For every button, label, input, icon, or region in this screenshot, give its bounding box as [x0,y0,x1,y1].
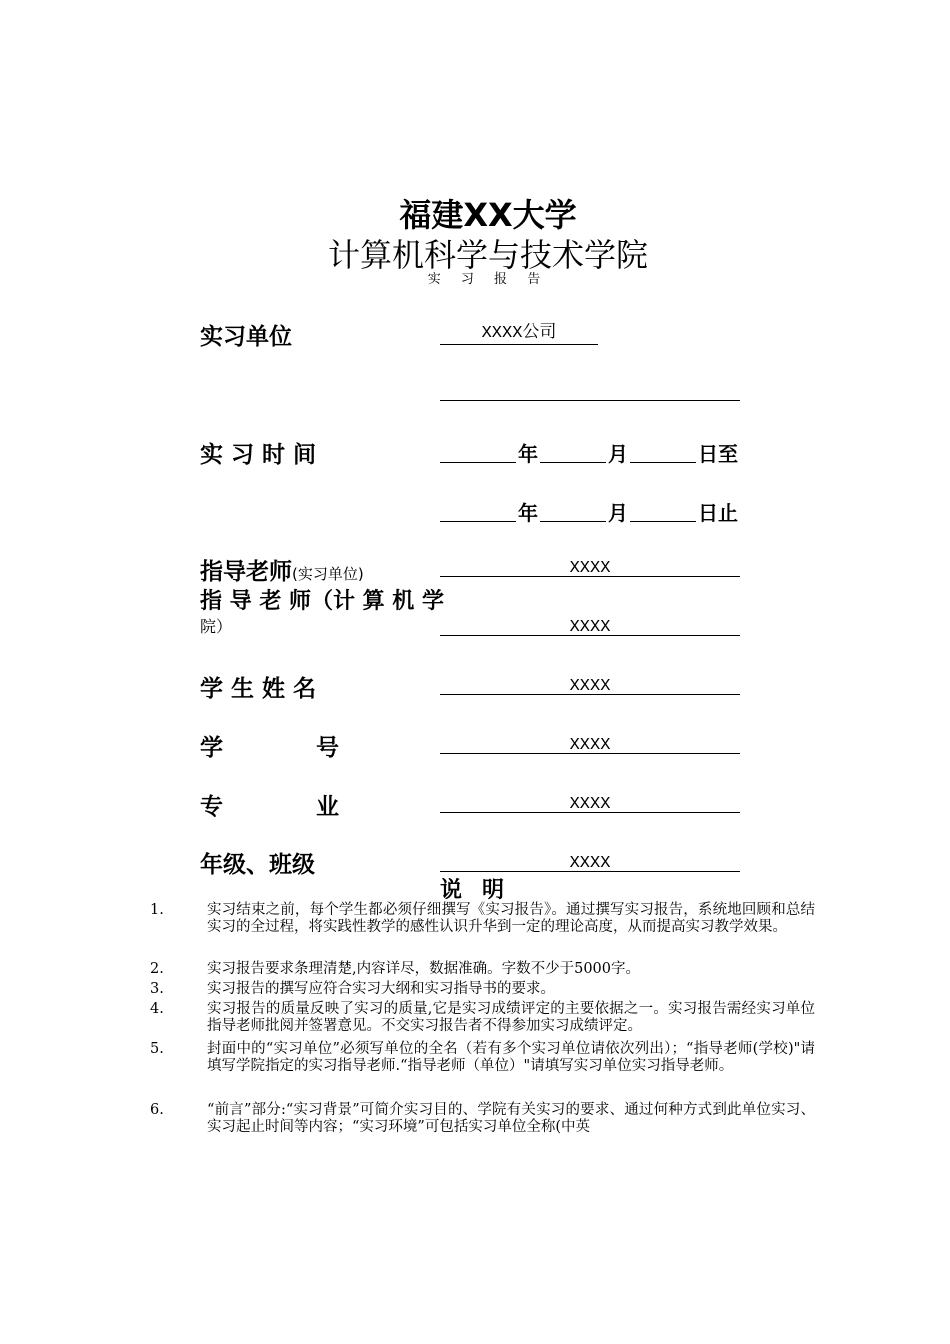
student-id-label-b: 号 [316,735,339,761]
note-item [150,1041,815,1093]
month-from-blank [540,462,606,463]
note-text: 实习报告要求条理清楚,内容详尽，数据准确。字数不少于5000字。 [207,961,641,977]
day-from-blank [630,462,696,463]
advisor-unit-field [440,556,740,577]
major-value: XXXX [569,795,611,814]
student-name-label: 学 生 姓 名 [200,676,317,702]
note-number: 2. [150,961,164,977]
major-field [440,792,740,813]
time-to-row [440,497,750,523]
advisor-unit-label [200,553,364,586]
time-from-row [440,438,750,464]
note-text: 封面中的“实习单位”必须写单位的全名（若有多个实习单位请依次列出）；“指导老师(学校)"请填写学院指定的实习指导老师.“指导老师（单位）"请填写实习单位实习指导老师。 [207,1041,815,1074]
student-name-value: XXXX [569,677,611,696]
day-to-blank [630,521,696,522]
advisor-unit-label-note: (实习单位) [292,565,364,583]
student-name-field [440,674,740,695]
university-title: 福建XX大学 [399,196,577,234]
note-text: 实习报告的质量反映了实习的质量,它是实习成绩评定的主要依据之一。实习报告需经实习单位指导老师批阅并签署意见。不交实习报告者不得参加实习成绩评定。 [207,1001,815,1034]
document-type: 实 习 报 告 [427,272,549,287]
month-char: 月 [608,442,628,466]
note-number: 3. [150,981,164,997]
advisor-college-label-2: 院） [200,617,233,636]
month-char: 月 [608,501,628,525]
major-label-b: 业 [316,794,339,820]
year-char: 年 [518,442,538,466]
month-to-blank [540,521,606,522]
grade-class-label: 年级、班级 [200,852,315,878]
time-label: 实 习 时 间 [200,442,317,468]
student-id-value: XXXX [569,736,611,755]
major-label-a: 专 [200,794,223,820]
note-number: 4. [150,1001,164,1017]
unit-field [440,322,598,345]
unit-extra-line [440,400,740,401]
note-number: 5. [150,1041,164,1057]
unit-label: 实习单位 [200,324,292,350]
note-number: 6. [150,1102,164,1118]
grade-class-value: XXXX [569,854,611,873]
college-title: 计算机科学与技术学院 [327,236,648,274]
note-number: 1. [150,902,164,918]
notes-title: 说明 [440,878,525,903]
advisor-college-value: XXXX [569,618,611,637]
note-text: 实习报告的撰写应符合实习大纲和实习指导书的要求。 [207,981,555,997]
unit-value: XXXX公司 [481,324,557,343]
advisor-unit-label-text: 指导老师 [200,559,292,585]
year-from-blank [440,462,516,463]
year-char: 年 [518,501,538,525]
student-id-field [440,733,740,754]
day-to-char: 日止 [698,501,738,525]
note-item [150,1001,815,1035]
advisor-college-label-1: 指 导 老 师（计 算 机 学 [200,589,444,614]
grade-class-field [440,851,740,872]
advisor-unit-value: XXXX [569,559,611,578]
note-item [150,961,815,978]
note-item [150,902,815,954]
note-item [150,981,815,998]
advisor-college-field [440,615,740,636]
note-text: “前言”部分:“实习背景”可简介实习目的、学院有关实习的要求、通过何种方式到此单位实习、实习起止时间等内容；“实习环境”可包括实习单位全称(中英 [207,1102,815,1135]
year-to-blank [440,521,516,522]
note-text: 实习结束之前，每个学生都必须仔细撰写《实习报告》。通过撰写实习报告，系统地回顾和总结实习的全过程，将实践性教学的感性认识升华到一定的理论高度，从而提高实习教学效果。 [207,902,815,935]
day-from-char: 日至 [698,442,738,466]
student-id-label-a: 学 [200,735,223,761]
note-item [150,1102,815,1142]
